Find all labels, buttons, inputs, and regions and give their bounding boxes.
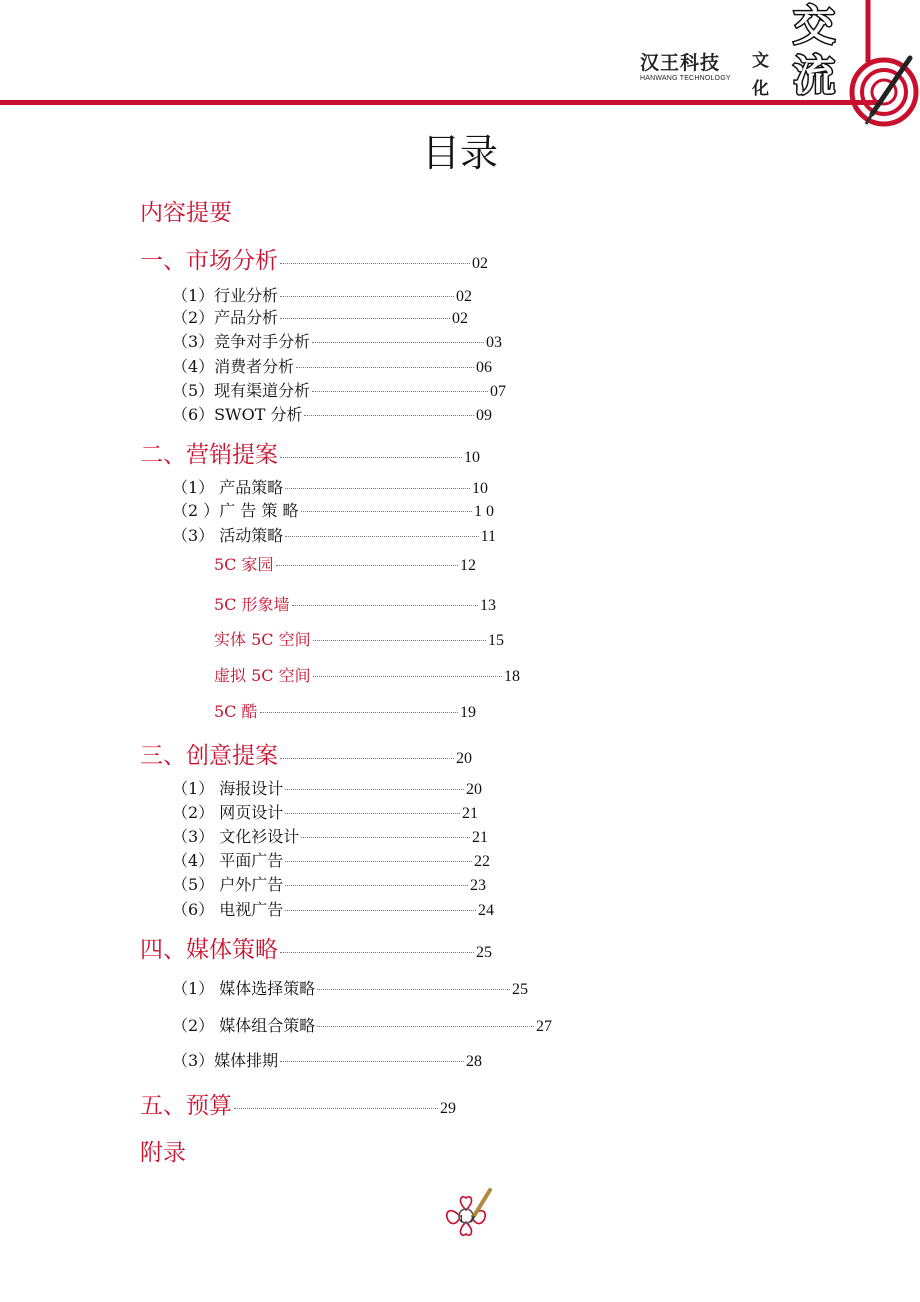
toc-leader — [280, 952, 474, 953]
toc-title: 目录 — [421, 131, 498, 175]
toc-subitem[interactable] — [214, 699, 476, 722]
toc-item[interactable] — [172, 354, 492, 377]
header-char-wen: 文 — [752, 51, 769, 71]
toc-leader — [313, 676, 502, 677]
toc-item[interactable] — [172, 1013, 552, 1036]
toc-label: 三、创意提案 — [140, 743, 278, 769]
toc-leader — [280, 758, 454, 759]
toc-leader — [285, 789, 464, 790]
toc-item[interactable] — [172, 498, 494, 521]
toc-leader — [280, 1061, 464, 1062]
toc-page: 21 — [472, 829, 488, 846]
toc-page: 02 — [456, 288, 472, 305]
toc-page: 23 — [470, 877, 486, 894]
toc-appendix[interactable]: 附录 — [140, 1140, 186, 1166]
toc-section-creative-proposal[interactable] — [140, 737, 472, 770]
toc-page: 13 — [480, 597, 496, 614]
toc-item[interactable] — [172, 475, 488, 498]
toc-leader — [285, 910, 476, 911]
circle-brush-logo-icon — [846, 0, 920, 132]
toc-item[interactable] — [172, 800, 478, 823]
toc-label: （2）产品分析 — [172, 308, 279, 327]
header-char-liu: 流 — [792, 51, 835, 100]
toc-page: 27 — [536, 1018, 552, 1035]
toc-page: 29 — [440, 1100, 456, 1117]
toc-leader — [317, 1026, 534, 1027]
toc-label: （5）现有渠道分析 — [172, 381, 311, 400]
toc-leader — [313, 640, 486, 641]
toc-leader — [285, 861, 472, 862]
toc-label: （3）竞争对手分析 — [172, 332, 311, 351]
toc-page: 09 — [476, 407, 492, 424]
toc-leader — [234, 1108, 438, 1109]
toc-label: 虚拟 5C 空间 — [214, 666, 311, 685]
toc-label: 5C 形象墙 — [214, 595, 290, 614]
brand-logo — [640, 52, 748, 83]
toc-item[interactable] — [172, 848, 490, 871]
header-char-jiao: 交 — [792, 1, 835, 50]
toc-page: 10 — [464, 449, 480, 466]
toc-leader — [280, 263, 470, 264]
toc-leader — [296, 367, 474, 368]
toc-leader — [280, 296, 454, 297]
toc-page: 22 — [474, 853, 490, 870]
toc-page: 20 — [456, 750, 472, 767]
toc-label: 四、媒体策略 — [140, 937, 278, 963]
toc-page: 1 0 — [474, 503, 494, 520]
toc-item[interactable] — [172, 976, 528, 999]
toc-label: 5C 家园 — [214, 555, 274, 574]
toc-label: （3）媒体排期 — [172, 1051, 279, 1070]
toc-page: 25 — [512, 981, 528, 998]
toc-label: （1） 海报设计 — [172, 779, 284, 798]
toc-subitem[interactable] — [214, 592, 496, 615]
toc-page: 12 — [460, 557, 476, 574]
toc-subitem[interactable] — [214, 663, 520, 686]
toc-section-market-analysis[interactable] — [140, 242, 488, 275]
toc-label: （3） 活动策略 — [172, 526, 284, 545]
toc-label: 一、市场分析 — [140, 248, 278, 274]
header-char-hua: 化 — [752, 79, 769, 99]
toc-leader — [285, 885, 468, 886]
toc-label: （2） 网页设计 — [172, 803, 284, 822]
toc-item[interactable] — [172, 523, 496, 546]
toc-label: 实体 5C 空间 — [214, 630, 311, 649]
toc-section-media-strategy[interactable] — [140, 931, 492, 964]
toc-label: 五、预算 — [140, 1093, 232, 1119]
toc-label: （6） 电视广告 — [172, 900, 284, 919]
toc-item[interactable] — [172, 378, 506, 401]
toc-leader — [317, 989, 510, 990]
toc-page: 18 — [504, 668, 520, 685]
toc-page: 24 — [478, 902, 494, 919]
toc-page: 25 — [476, 944, 492, 961]
toc-page: 19 — [460, 704, 476, 721]
toc-leader — [312, 342, 484, 343]
toc-leader — [292, 605, 478, 606]
toc-page: 07 — [490, 383, 506, 400]
toc-leader — [285, 536, 478, 537]
toc-label: （1） 媒体选择策略 — [172, 979, 316, 998]
toc-page: 15 — [488, 632, 504, 649]
toc-item[interactable] — [172, 283, 472, 306]
toc-leader — [280, 318, 450, 319]
toc-leader — [280, 457, 462, 458]
toc-label: 5C 酷 — [214, 702, 258, 721]
toc-item[interactable] — [172, 305, 468, 328]
footer-emblem-icon — [436, 1186, 496, 1246]
toc-leader — [276, 565, 458, 566]
toc-label: （2 ）广 告 策 略 — [172, 501, 299, 520]
toc-page: 21 — [462, 805, 478, 822]
toc-label: （2） 媒体组合策略 — [172, 1016, 316, 1035]
toc-page: 03 — [486, 334, 502, 351]
toc-leader — [285, 813, 460, 814]
toc-label: 二、营销提案 — [140, 442, 278, 468]
toc-leader — [301, 837, 470, 838]
toc-label: （4） 平面广告 — [172, 851, 284, 870]
toc-item[interactable] — [172, 329, 502, 352]
toc-summary[interactable]: 内容提要 — [140, 200, 232, 226]
toc-leader — [304, 415, 474, 416]
toc-label: （1）行业分析 — [172, 286, 279, 305]
toc-section-marketing-proposal[interactable] — [140, 436, 480, 469]
toc-page: 02 — [472, 255, 488, 272]
toc-label: （1） 产品策略 — [172, 478, 284, 497]
toc-item[interactable] — [172, 402, 492, 425]
toc-page: 06 — [476, 359, 492, 376]
toc-label: （6）SWOT 分析 — [172, 405, 303, 424]
page-number: 1 — [459, 1214, 464, 1225]
toc-leader — [285, 488, 470, 489]
toc-leader — [301, 511, 472, 512]
toc-leader — [260, 712, 458, 713]
toc-section-budget[interactable] — [140, 1087, 456, 1120]
header-rule — [0, 100, 880, 105]
toc-page: 02 — [452, 310, 468, 327]
toc-leader — [312, 391, 488, 392]
toc-label: （5） 户外广告 — [172, 875, 284, 894]
toc-subitem[interactable] — [214, 627, 504, 650]
brand-name-cn: 汉王科技 — [640, 52, 721, 74]
toc-page: 11 — [480, 528, 496, 545]
toc-page: 10 — [472, 480, 488, 497]
toc-item[interactable] — [172, 897, 494, 920]
toc-item[interactable] — [172, 1048, 482, 1071]
toc-label: （4）消费者分析 — [172, 357, 295, 376]
brand-name-en: HANWANG TECHNOLOGY — [640, 75, 731, 82]
toc-page: 20 — [466, 781, 482, 798]
toc-page: 28 — [466, 1053, 482, 1070]
toc-item[interactable] — [172, 776, 482, 799]
toc-item[interactable] — [172, 872, 486, 895]
toc-subitem[interactable] — [214, 552, 476, 575]
toc-label: （3） 文化衫设计 — [172, 827, 300, 846]
toc-item[interactable] — [172, 824, 488, 847]
